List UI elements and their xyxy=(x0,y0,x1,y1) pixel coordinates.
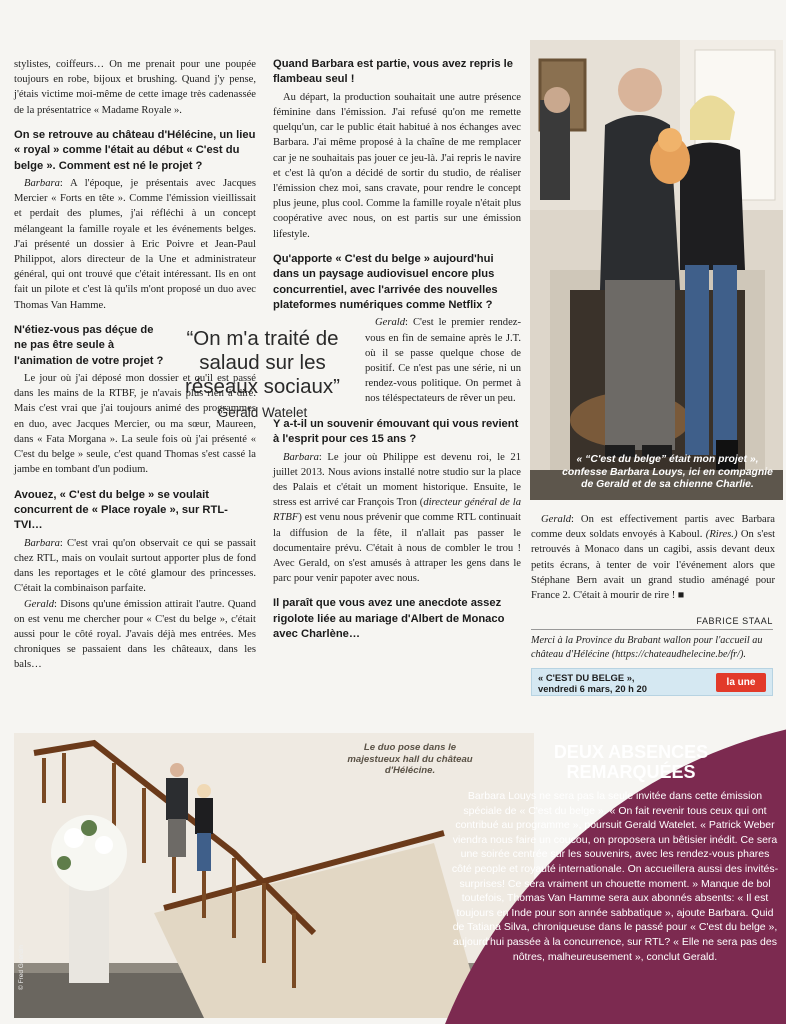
speaker-name: Gerald xyxy=(24,598,55,610)
tv-listing-text xyxy=(538,672,647,694)
interview-question: Avouez, « C'est du belge » se voulait concurrent de « Place royale », sur RTL-TVI… xyxy=(14,488,228,532)
answer-text: : Le jour où Philippe est devenu roi, le 21 juillet 2013. Nous avions installé notre studio sur la place des Palais et c'était un moment historique. Ensuite, le stress est arrivé car François Tron ( xyxy=(273,451,521,509)
sidebar-box xyxy=(410,716,786,1024)
photo-credit: © Fred Guerdin xyxy=(18,945,25,990)
body-paragraph: Le jour où j'ai déposé mon dossier et qu'il est passé dans les mains de la RTBF, je n'avais plus rien à dire. Mais c'est vrai que j'ai toujours animé des programmes en duo, avec Jacques Mercier, ou ma sœur, Maureen, dans « Fata Morgana ». La seule fois où j'ai présenté « C'est du belge » seule, c'est quand Thomas s'est cassé la jambe en tombant d'un podium. xyxy=(14,373,256,476)
portrait-photo xyxy=(530,40,783,500)
speaker-name: Barbara xyxy=(24,178,60,190)
speaker-name: Gerald xyxy=(375,317,406,329)
pull-quote-author: Gerald Watelet xyxy=(217,405,308,420)
interview-question: Y a-t-il un souvenir émouvant qui vous revient à l'esprit pour ces 15 ans ? xyxy=(273,417,519,446)
photo-illustration xyxy=(530,40,783,500)
body-paragraph xyxy=(14,536,256,597)
tv-show-title: « C'EST DU BELGE », xyxy=(538,672,635,683)
sidebar-text: Barbara Louys ne sera pas la seule invitée dans cette émission spéciale de « C'est du belge ». « On fait revenir tous ceux qui ont contribué au programme », poursuit Gerald Watelet. « Patrick Weber viendra nous faire un coucou, on proposera un bêtisier inédit. Ce sera une soirée centrée sur les souvenirs, avec les rendez-vous phares côté people et royauté internationale. On accueillera aussi des invités-surprises! Ce sera vraiment un chouette moment. » Manque de bol toutefois, Thomas Van Hamme sera aux abonnés absents: « Il est toujours en Inde pour son année sabbatique », ajoute Barbara. Quid de Tatiana Silva, chroniqueuse dans le passé pour « C'est du belge », aujourd'hui passée à la concurrence, sur RTL? « Elle ne sera pas des nôtres, malheureusement », conclut Gerald. xyxy=(451,790,779,963)
channel-logo: la une xyxy=(716,673,766,692)
tv-show-time: vendredi 6 mars, 20 h 20 xyxy=(538,683,647,694)
pull-quote-text: “On m'a traité de salaud sur les réseaux sociaux” xyxy=(185,327,340,398)
interview-question: N'étiez-vous pas déçue de ne pas être seule à l'animation de votre projet ? xyxy=(14,323,164,367)
thanks-note: Merci à la Province du Brabant wallon pour l'accueil au château d'Hélécine (https://chateaudhelecine.be/fr/). xyxy=(531,635,763,660)
answer-text: : Disons qu'une émission attirait l'autre. Quand on est venu me chercher pour « C'est du belge », c'était aussi pour le côté royal. J'avais déjà mes entrées. Mes chroniques se passaient dans les châteaux, dans les bals… xyxy=(14,598,256,671)
speaker-name: Barbara xyxy=(24,537,60,549)
body-paragraph xyxy=(14,597,256,673)
speaker-name: Barbara xyxy=(283,451,319,463)
divider xyxy=(531,629,773,630)
sidebar-title: DEUX ABSENCES REMARQUÉES xyxy=(553,742,709,782)
author-credit: FABRICE STAAL xyxy=(696,616,773,626)
answer-text-italic: (Rires.) xyxy=(705,529,738,541)
answer-text: ) est venu nous prévenir que comme RTL continuait la diffusion de la fête, il n'allait pas passer le documentaire prévu. C'était à nous de combler le trou ! Avec Gerald, on s'est amusés à attraper les gens dans le parc pour venir papoter avec nous. xyxy=(273,512,521,585)
article-column-3 xyxy=(531,512,775,603)
body-paragraph: stylistes, coiffeurs… On me prenait pour une poupée toujours en robe, bijoux et brushing. Quand j'y pense, j'étais victime moi-même de cette image très cadenassée de la présentatrice « Madame Royale ». xyxy=(14,59,256,116)
answer-text: : On est effectivement partis avec Barbara comme deux soldats envoyés à Kaboul. xyxy=(531,514,775,541)
answer-text: On s'est retrouvés à Monaco dans un cagibi, assis devant deux petits écrans, à tenter de voir l'événement alors que Stéphane Bern avait un grand studio aménagé pour France 2. C'était à mourir de rire ! ■ xyxy=(531,529,776,602)
tv-listing-box xyxy=(531,668,773,696)
photo-caption: « “C'est du belge” était mon projet », confesse Barbara Louys, ici en compagnie de Gerald et de sa chienne Charlie. xyxy=(562,454,773,490)
interview-question: Il paraît que vous avez une anecdote assez rigolote liée au mariage d'Albert de Monaco avec Charlène… xyxy=(273,597,505,641)
answer-text: : C'est vrai qu'on observait ce qui se passait chez RTL, mais on voulait surtout apporter plus de fond dans les reportages et le côté glamour des princesses. C'était la combinaison parfaite. xyxy=(14,537,256,595)
speaker-name: Gerald xyxy=(541,514,572,525)
body-paragraph xyxy=(531,512,775,603)
interview-question: Quand Barbara est partie, vous avez repris le flambeau seul ! xyxy=(273,58,514,86)
photo-caption: Le duo pose dans le majestueux hall du château d'Hélécine. xyxy=(347,742,473,776)
body-paragraph: Au départ, la production souhaitait une autre présence féminine dans l'émission. J'ai refusé qu'on me remette quelqu'un, car le public était habitué à nos échanges avec Barbara. J'ai même proposé à la chaîne de me remplacer car je ne souhaitais pas jouer ce jeu-là. J'ai repris le navire et c'est là qu'on a décidé de sortir du studio, de réaliser l'émission chez moi, sans cravate, pour rendre le concept plus jeune, plus cool. Comme la famille royale n'était plus coopérative avec nous, on est partis sur une émission lifestyle. xyxy=(273,91,521,240)
answer-text-italic: directeur général de la RTBF xyxy=(273,497,522,524)
answer-text: : A l'époque, je présentais avec Jacques Mercier « Forts en tête ». Comme l'émission vieillissait et perdait des plumes, j'ai réfléchi à un concept mélangeant la famille royale et les événements belges. J'ai présenté un dossier à Eric Poivre et Jean-Paul Philippot, alors directeur de la Une et administrateur général, qui ont trouvé que c'était intéressant. Ils en ont fait un pilote et c'est là qu'ils m'ont proposé un duo avec Thomas Van Hamme. xyxy=(14,178,256,311)
interview-question: Qu'apporte « C'est du belge » aujourd'hui dans un paysage audiovisuel encore plus concurrentiel, avec l'arrivée des nouvelles plateformes numériques comme Netflix ? xyxy=(273,252,498,312)
body-paragraph xyxy=(273,450,521,587)
interview-question: On se retrouve au château d'Hélécine, un lieu « royal » comme l'était au début « C'est du belge ». Comment est né le projet ? xyxy=(14,128,256,172)
body-paragraph xyxy=(14,176,256,313)
body-paragraph xyxy=(365,315,521,406)
article-column-2 xyxy=(273,57,521,645)
answer-text: : C'est le premier rendez-vous en fin de semaine après le J.T. où il se passe quelque chose de positif. Ce n'est pas une série, ni un rendez-vous politique. On permet à nos téléspectateurs de rêver un peu. xyxy=(365,317,521,405)
